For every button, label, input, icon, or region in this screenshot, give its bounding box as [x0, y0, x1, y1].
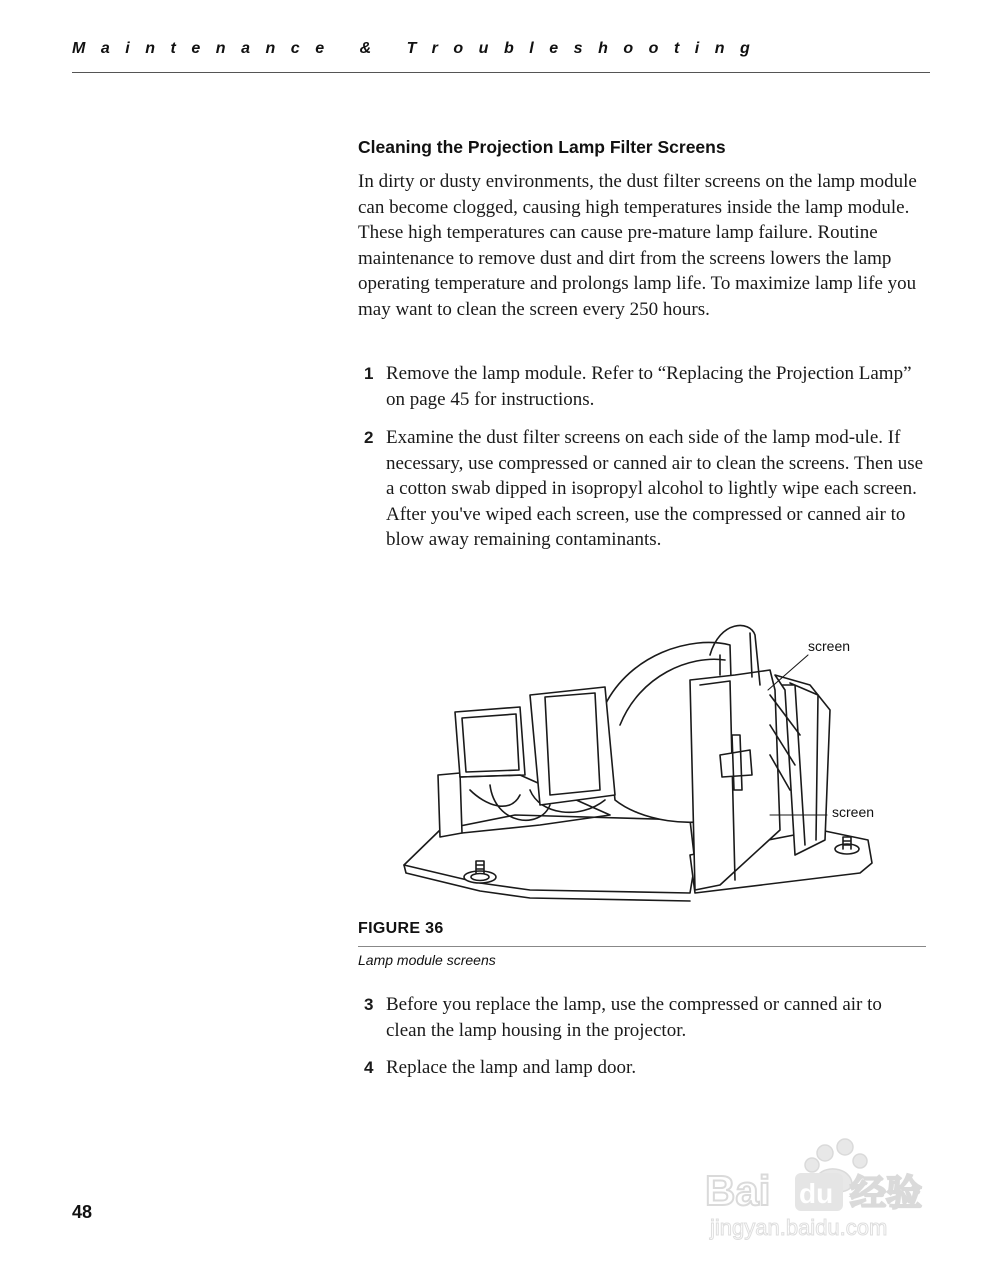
- section-title: Cleaning the Projection Lamp Filter Screens: [358, 137, 726, 157]
- figure-rule: [358, 946, 926, 947]
- svg-text:du: du: [799, 1178, 834, 1209]
- svg-text:Bai: Bai: [705, 1167, 771, 1214]
- step-number: 4: [364, 1058, 374, 1077]
- step-text: Replace the lamp and lamp door.: [386, 1057, 637, 1078]
- lamp-module-illustration: [390, 615, 890, 905]
- callout-screen-bottom: screen: [832, 804, 875, 820]
- step-text: Before you replace the lamp, use the compressed or canned air to clean the lamp housing in the projector.: [386, 994, 882, 1041]
- callout-screen-top: screen: [808, 638, 851, 654]
- filter-screen-top: [775, 675, 830, 855]
- step-number: 1: [364, 364, 374, 383]
- lamp-socket: [530, 687, 615, 805]
- left-housing: [438, 773, 462, 837]
- step-4: [358, 1055, 925, 1081]
- svg-text:jingyan.baidu.com: jingyan.baidu.com: [710, 1215, 888, 1240]
- step-1: [358, 361, 925, 412]
- step-number: 3: [364, 995, 374, 1014]
- figure-label: FIGURE 36: [358, 920, 444, 937]
- step-3: [358, 992, 925, 1043]
- page-number: 48: [72, 1202, 93, 1222]
- knob: [720, 750, 752, 777]
- figure-caption: Lamp module screens: [358, 952, 496, 968]
- intro-paragraph: In dirty or dusty environments, the dust filter screens on the lamp module can become clogged, causing high temperatures inside the lamp module. These high temperatures can cause pre-mature lamp failure. Routine maintenance to remove dust and dirt from the screens lowers the lamp operating temperature and prolongs lamp life. To maximize lamp life you may want to clean the screen every 250 hours.: [358, 171, 917, 320]
- step-2: [358, 425, 925, 553]
- running-header-title: Maintenance & Troubleshooting: [72, 40, 766, 57]
- svg-text:经验: 经验: [850, 1173, 923, 1214]
- baidu-watermark-logo: [700, 1135, 945, 1245]
- step-number: 2: [364, 428, 374, 447]
- step-text: Examine the dust filter screens on each side of the lamp mod-ule. If necessary, use compressed or canned air to clean the screens. Then use a cotton swab dipped in isopropyl alcohol to lightly wipe each screen. After you've wiped each screen, use the compressed or canned air to blow away remaining contaminants.: [386, 427, 924, 551]
- step-text: Remove the lamp module. Refer to “Replacing the Projection Lamp” on page 45 for instructions.: [386, 363, 912, 410]
- running-header: [72, 40, 930, 73]
